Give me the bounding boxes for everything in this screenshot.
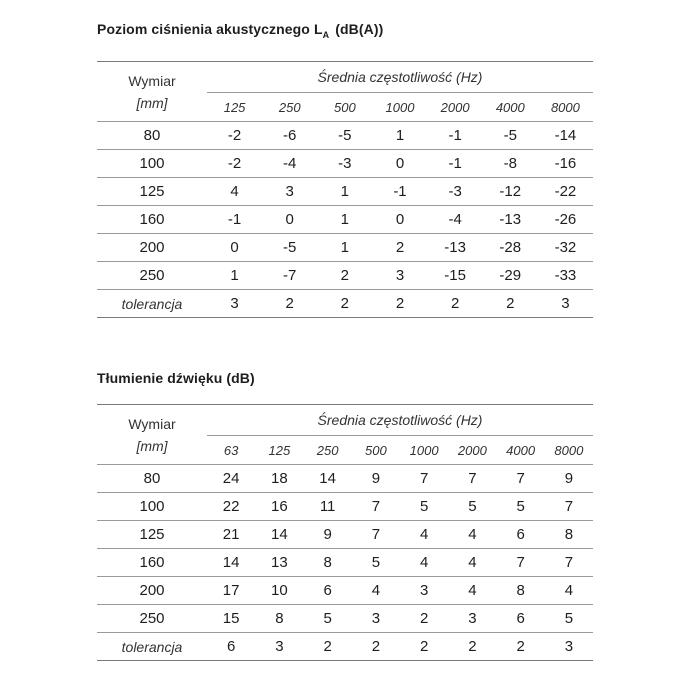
table-row [97,178,593,206]
frequency-cell: 63 [207,436,255,465]
value-cell: 0 [372,150,427,178]
dimension-cell: 200 [97,577,207,605]
dimension-cell: 200 [97,234,207,262]
frequency-cell: 2000 [448,436,496,465]
value-cell: -8 [483,150,538,178]
value-cell: -5 [262,234,317,262]
tolerance-label: tolerancja [97,290,207,318]
value-cell: -15 [428,262,483,290]
value-cell: 14 [255,521,303,549]
dimension-cell: 160 [97,549,207,577]
value-cell: 9 [304,521,352,549]
value-cell: 2 [483,290,538,318]
title-unit: (dB(A)) [335,21,384,37]
value-cell: -1 [428,122,483,150]
value-cell: -13 [483,206,538,234]
value-cell: 4 [545,577,593,605]
dimension-cell: 80 [97,465,207,493]
value-cell: 2 [317,262,372,290]
value-cell: -12 [483,178,538,206]
value-cell: 24 [207,465,255,493]
value-cell: 7 [545,549,593,577]
sound-attenuation-table [97,404,593,661]
value-cell: -13 [428,234,483,262]
sound-pressure-section [97,21,593,318]
value-cell: 11 [304,493,352,521]
value-cell: 1 [372,122,427,150]
value-cell: 3 [372,262,427,290]
sound-pressure-title [97,21,593,40]
tolerance-label: tolerancja [97,633,207,661]
sound-attenuation-section [97,370,593,661]
value-cell: 2 [304,633,352,661]
value-cell: 8 [497,577,545,605]
table-row [97,605,593,633]
value-cell: -22 [538,178,593,206]
value-cell: 1 [207,262,262,290]
table-row [97,493,593,521]
frequency-cell: 1000 [372,93,427,122]
value-cell: 10 [255,577,303,605]
value-cell: -4 [262,150,317,178]
value-cell: 13 [255,549,303,577]
value-cell: -2 [207,150,262,178]
title-main: Poziom ciśnienia akustycznego L [97,21,323,37]
frequency-cell: 4000 [483,93,538,122]
value-cell: 9 [352,465,400,493]
value-cell: 14 [207,549,255,577]
value-cell: -28 [483,234,538,262]
value-cell: 22 [207,493,255,521]
value-cell: -2 [207,122,262,150]
value-cell: -29 [483,262,538,290]
frequency-cell: 1000 [400,436,448,465]
table-row [97,549,593,577]
table-row [97,262,593,290]
value-cell: 4 [448,577,496,605]
value-cell: 7 [497,465,545,493]
value-cell: 3 [352,605,400,633]
sound-attenuation-title: Tłumienie dźwięku (dB) [97,370,255,386]
value-cell: -1 [428,150,483,178]
table-row [97,206,593,234]
frequency-cell: 8000 [545,436,593,465]
value-cell: 5 [304,605,352,633]
dimension-label: Wymiar [128,415,176,432]
dimension-cell: 100 [97,150,207,178]
frequency-cell: 125 [255,436,303,465]
value-cell: 5 [448,493,496,521]
value-cell: 8 [304,549,352,577]
value-cell: 1 [317,234,372,262]
value-cell: -26 [538,206,593,234]
table-row [97,122,593,150]
value-cell: 2 [400,633,448,661]
table-row [97,577,593,605]
value-cell: 3 [400,577,448,605]
value-cell: 4 [448,521,496,549]
value-cell: -16 [538,150,593,178]
value-cell: 0 [372,206,427,234]
value-cell: 8 [255,605,303,633]
value-cell: 7 [497,549,545,577]
value-cell: -5 [317,122,372,150]
table-row [97,234,593,262]
dimension-unit: [mm] [136,437,168,454]
value-cell: 4 [448,549,496,577]
value-cell: 6 [304,577,352,605]
frequency-header: Średnia częstotliwość (Hz) [207,62,593,93]
value-cell: 7 [448,465,496,493]
table-row [97,290,593,318]
value-cell: 3 [538,290,593,318]
value-cell: 3 [262,178,317,206]
value-cell: -32 [538,234,593,262]
value-cell: 15 [207,605,255,633]
value-cell: 7 [352,493,400,521]
dimension-header [97,62,207,122]
value-cell: 4 [352,577,400,605]
value-cell: 1 [317,178,372,206]
dimension-unit: [mm] [136,94,168,111]
value-cell: 2 [372,290,427,318]
value-cell: 6 [207,633,255,661]
value-cell: 0 [207,234,262,262]
dimension-label: Wymiar [128,72,176,89]
value-cell: -1 [372,178,427,206]
dimension-header [97,405,207,465]
value-cell: 4 [400,549,448,577]
value-cell: -3 [428,178,483,206]
dimension-cell: 125 [97,178,207,206]
value-cell: 5 [352,549,400,577]
dimension-cell: 250 [97,262,207,290]
value-cell: 2 [372,234,427,262]
value-cell: 16 [255,493,303,521]
value-cell: 2 [400,605,448,633]
frequency-header: Średnia częstotliwość (Hz) [207,405,593,436]
value-cell: 0 [262,206,317,234]
value-cell: 2 [262,290,317,318]
dimension-cell: 160 [97,206,207,234]
value-cell: -6 [262,122,317,150]
frequency-cell: 125 [207,93,262,122]
frequency-cell: 250 [262,93,317,122]
value-cell: 9 [545,465,593,493]
value-cell: 3 [545,633,593,661]
dimension-cell: 250 [97,605,207,633]
value-cell: 6 [497,521,545,549]
value-cell: -3 [317,150,372,178]
dimension-cell: 80 [97,122,207,150]
frequency-cell: 500 [317,93,372,122]
table-row [97,150,593,178]
dimension-cell: 100 [97,493,207,521]
value-cell: 3 [207,290,262,318]
value-cell: 17 [207,577,255,605]
value-cell: 1 [317,206,372,234]
value-cell: -33 [538,262,593,290]
value-cell: 2 [352,633,400,661]
value-cell: 18 [255,465,303,493]
frequency-cell: 500 [352,436,400,465]
value-cell: 2 [448,633,496,661]
value-cell: 5 [545,605,593,633]
sound-pressure-table [97,61,593,318]
value-cell: 14 [304,465,352,493]
value-cell: -14 [538,122,593,150]
value-cell: -5 [483,122,538,150]
frequency-cell: 2000 [428,93,483,122]
frequency-cell: 8000 [538,93,593,122]
dimension-cell: 125 [97,521,207,549]
value-cell: -7 [262,262,317,290]
frequency-cell: 250 [304,436,352,465]
value-cell: 7 [545,493,593,521]
value-cell: 7 [400,465,448,493]
value-cell: 6 [497,605,545,633]
value-cell: 8 [545,521,593,549]
table-row [97,465,593,493]
table-row [97,521,593,549]
value-cell: 7 [352,521,400,549]
value-cell: 4 [207,178,262,206]
value-cell: -4 [428,206,483,234]
value-cell: 2 [317,290,372,318]
frequency-cell: 4000 [497,436,545,465]
value-cell: -1 [207,206,262,234]
value-cell: 3 [448,605,496,633]
value-cell: 2 [497,633,545,661]
value-cell: 3 [255,633,303,661]
value-cell: 4 [400,521,448,549]
value-cell: 21 [207,521,255,549]
value-cell: 5 [400,493,448,521]
table-row [97,633,593,661]
title-subscript: A [322,30,330,40]
value-cell: 2 [428,290,483,318]
value-cell: 5 [497,493,545,521]
